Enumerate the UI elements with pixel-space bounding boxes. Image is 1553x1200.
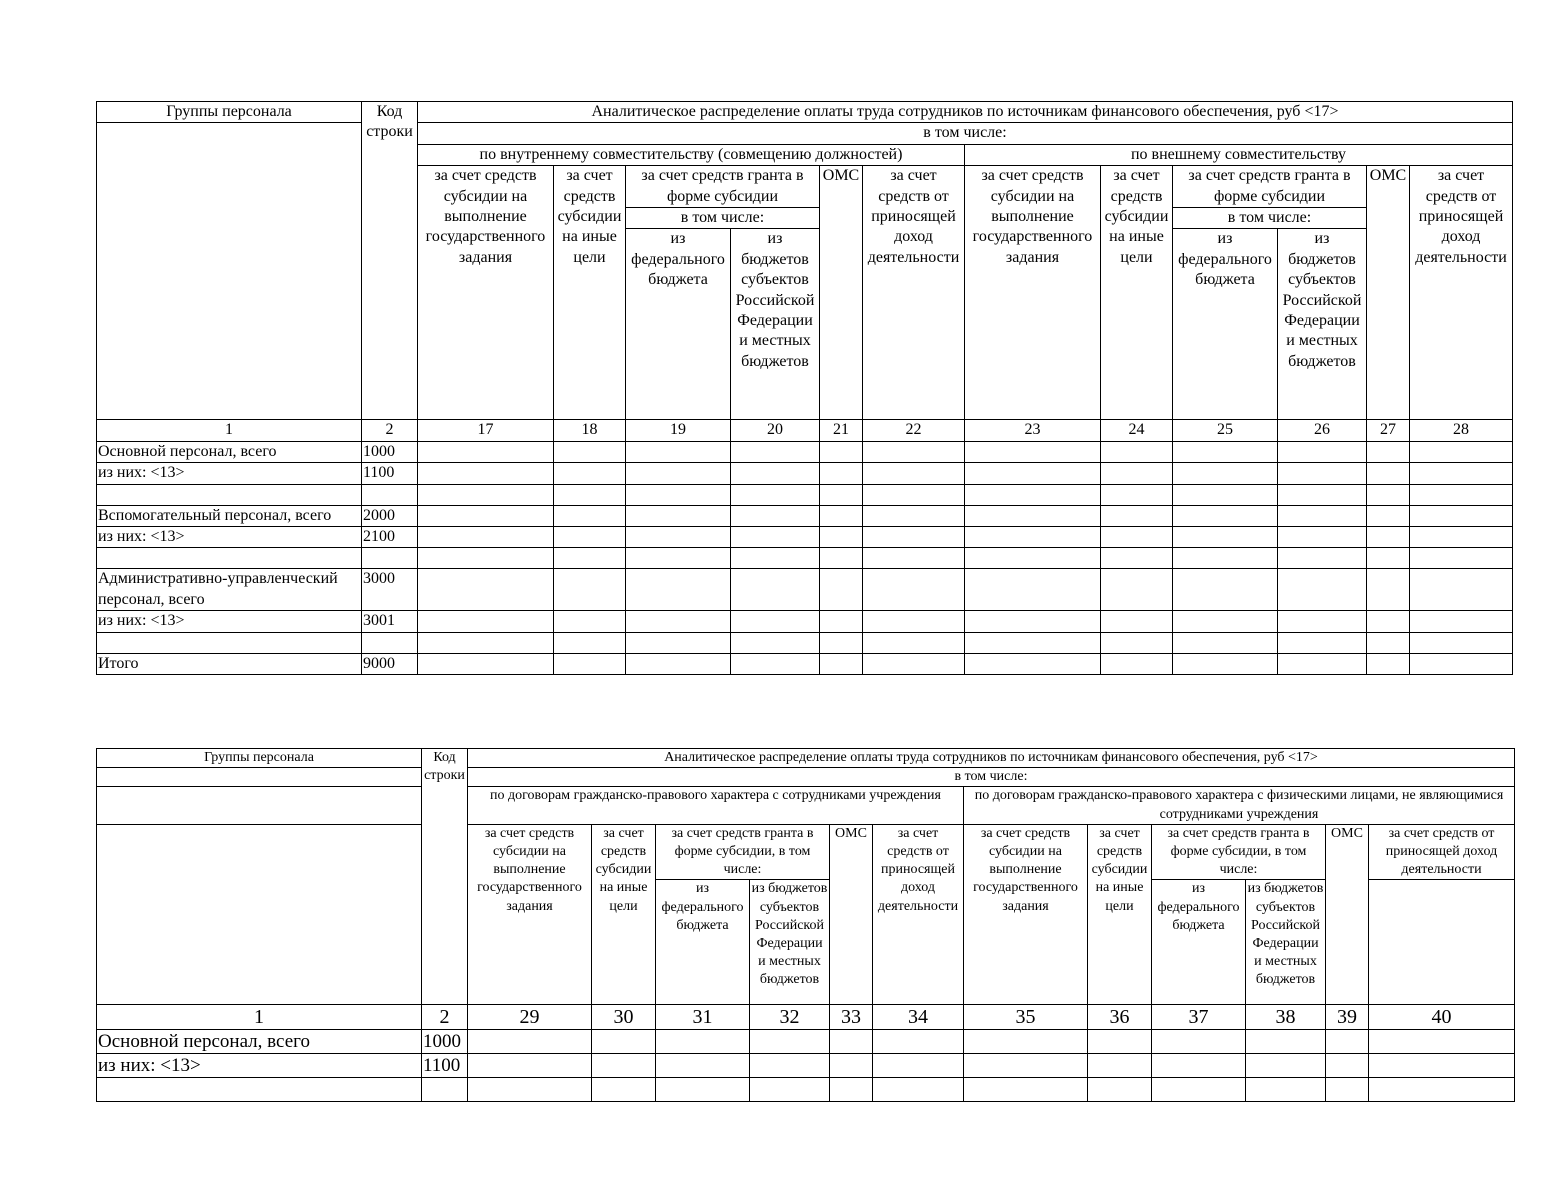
value-cell[interactable] <box>1101 441 1173 462</box>
header-group-b: по договорам гражданско-правового характера с физическими лицами, не являющимися сотрудниками учреждения <box>964 787 1515 824</box>
header-grant: за счет средств гранта в форме субсидии, в том числе: <box>1152 824 1326 880</box>
value-cell[interactable] <box>1152 1078 1246 1102</box>
col-num: 33 <box>830 1005 873 1030</box>
value-cell[interactable] <box>554 548 626 569</box>
value-cell[interactable] <box>820 505 863 526</box>
table-row <box>97 441 1513 462</box>
value-cell[interactable] <box>554 527 626 548</box>
value-cell[interactable] <box>731 611 820 632</box>
header-group-b: по внешнему совместительству <box>965 144 1513 165</box>
col-num: 23 <box>965 420 1101 441</box>
value-cell[interactable] <box>554 441 626 462</box>
header-grant-incl: в том числе: <box>626 207 819 228</box>
value-cell[interactable] <box>820 527 863 548</box>
value-cell[interactable] <box>418 653 554 674</box>
header-incl: в том числе: <box>418 123 1513 144</box>
table-row <box>97 632 1513 653</box>
header-grant <box>626 166 820 229</box>
value-cell[interactable] <box>750 1054 830 1078</box>
header-subsidy-task: за счет средств субсидии на выполнение государственного задания <box>965 166 1101 420</box>
header-income: за счет средств от приносящей доход деятельности <box>1369 824 1515 880</box>
table-row <box>97 1078 1515 1102</box>
value-cell[interactable] <box>626 632 731 653</box>
row-code <box>362 632 418 653</box>
col-num: 17 <box>418 420 554 441</box>
value-cell[interactable] <box>592 1078 656 1102</box>
header-title: Аналитическое распределение оплаты труда сотрудников по источникам финансового обеспечения, руб <17> <box>468 749 1515 768</box>
col-num: 34 <box>873 1005 964 1030</box>
value-cell[interactable] <box>830 1078 873 1102</box>
row-code: 3001 <box>362 611 418 632</box>
value-cell[interactable] <box>731 527 820 548</box>
header-oms: ОМС <box>1367 166 1410 420</box>
table-row <box>97 463 1513 484</box>
value-cell[interactable] <box>418 505 554 526</box>
header-subsidy-task: за счет средств субсидии на выполнение государственного задания <box>468 824 592 1005</box>
value-cell[interactable] <box>863 527 965 548</box>
value-cell[interactable] <box>965 505 1101 526</box>
value-cell[interactable] <box>830 1030 873 1054</box>
value-cell[interactable] <box>731 484 820 505</box>
value-cell[interactable] <box>863 569 965 611</box>
value-cell[interactable] <box>626 441 731 462</box>
value-cell[interactable] <box>626 527 731 548</box>
value-cell[interactable] <box>1278 441 1367 462</box>
value-cell[interactable] <box>750 1078 830 1102</box>
value-cell[interactable] <box>731 441 820 462</box>
value-cell[interactable] <box>1088 1030 1152 1054</box>
value-cell[interactable] <box>863 484 965 505</box>
row-label: из них: <13> <box>97 1054 422 1078</box>
header-grant: за счет средств гранта в форме субсидии, в том числе: <box>656 824 830 880</box>
value-cell[interactable] <box>873 1030 964 1054</box>
header-reg: из бюджетов субъектов Российской Федерации и местных бюджетов <box>750 880 830 1005</box>
value-cell[interactable] <box>731 463 820 484</box>
row-label: Вспомогательный персонал, всего <box>97 505 362 526</box>
header-group-a: по договорам гражданско-правового характера с сотрудниками учреждения <box>468 787 964 824</box>
header-code: Код строки <box>422 749 468 1005</box>
value-cell[interactable] <box>418 569 554 611</box>
value-cell[interactable] <box>965 653 1101 674</box>
value-cell[interactable] <box>1278 527 1367 548</box>
table-row <box>97 1054 1515 1078</box>
row-label: Основной персонал, всего <box>97 441 362 462</box>
row-label: Основной персонал, всего <box>97 1030 422 1054</box>
row-label <box>97 484 362 505</box>
col-num: 31 <box>656 1005 750 1030</box>
header-incl: в том числе: <box>468 768 1515 787</box>
header-fed: из федерального бюджета <box>656 880 750 1005</box>
table-row <box>97 653 1513 674</box>
value-cell[interactable] <box>1367 484 1410 505</box>
header-income: за счет средств от приносящей доход деятельности <box>1410 166 1513 420</box>
table-row <box>97 484 1513 505</box>
value-cell[interactable] <box>873 1078 964 1102</box>
value-cell[interactable] <box>820 441 863 462</box>
value-cell[interactable] <box>731 569 820 611</box>
col-num: 22 <box>863 420 965 441</box>
col-num: 21 <box>820 420 863 441</box>
header-code: Код строки <box>362 102 418 420</box>
value-cell[interactable] <box>418 527 554 548</box>
value-cell[interactable] <box>626 611 731 632</box>
col-num: 1 <box>97 420 362 441</box>
col-num: 37 <box>1152 1005 1246 1030</box>
header-income: за счет средств от приносящей доход деятельности <box>873 824 964 1005</box>
value-cell[interactable] <box>863 463 965 484</box>
header-fed: из федерального бюджета <box>626 229 731 420</box>
value-cell[interactable] <box>1173 484 1278 505</box>
row-label: Итого <box>97 653 362 674</box>
row-label: из них: <13> <box>97 463 362 484</box>
header-group-a: по внутреннему совместительству (совмещению должностей) <box>418 144 965 165</box>
col-num: 25 <box>1173 420 1278 441</box>
header-reg: из бюджетов субъектов Российской Федерации и местных бюджетов <box>1246 880 1326 1005</box>
value-cell[interactable] <box>554 653 626 674</box>
value-cell[interactable] <box>1367 505 1410 526</box>
value-cell[interactable] <box>1410 569 1513 611</box>
value-cell[interactable] <box>863 548 965 569</box>
value-cell[interactable] <box>1101 548 1173 569</box>
header-income: за счет средств от приносящей доход деятельности <box>863 166 965 420</box>
header-oms: ОМС <box>820 166 863 420</box>
value-cell[interactable] <box>820 653 863 674</box>
value-cell[interactable] <box>820 569 863 611</box>
col-num: 24 <box>1101 420 1173 441</box>
value-cell[interactable] <box>965 611 1101 632</box>
header-group: Группы персонала <box>97 749 422 768</box>
value-cell[interactable] <box>1278 632 1367 653</box>
value-cell[interactable] <box>820 632 863 653</box>
value-cell[interactable] <box>964 1030 1088 1054</box>
value-cell[interactable] <box>873 1054 964 1078</box>
value-cell[interactable] <box>418 441 554 462</box>
header-group-blank <box>97 824 422 1005</box>
value-cell[interactable] <box>863 632 965 653</box>
col-num: 39 <box>1326 1005 1369 1030</box>
row-code: 1100 <box>422 1054 468 1078</box>
header-fed: из федерального бюджета <box>1173 229 1278 420</box>
header-grant-label: за счет средств гранта в форме субсидии <box>1188 167 1351 205</box>
value-cell[interactable] <box>1410 441 1513 462</box>
value-cell[interactable] <box>1278 569 1367 611</box>
value-cell[interactable] <box>626 463 731 484</box>
value-cell[interactable] <box>820 484 863 505</box>
value-cell[interactable] <box>592 1030 656 1054</box>
payroll-table-2 <box>96 748 1515 1102</box>
value-cell[interactable] <box>1152 1054 1246 1078</box>
header-fed: из федерального бюджета <box>1152 880 1246 1005</box>
header-grant-incl: в том числе: <box>1173 207 1366 228</box>
value-cell[interactable] <box>1369 1054 1515 1078</box>
value-cell[interactable] <box>626 569 731 611</box>
col-num: 26 <box>1278 420 1367 441</box>
value-cell[interactable] <box>554 484 626 505</box>
value-cell[interactable] <box>418 484 554 505</box>
value-cell[interactable] <box>1410 463 1513 484</box>
value-cell[interactable] <box>626 653 731 674</box>
value-cell[interactable] <box>1410 548 1513 569</box>
value-cell[interactable] <box>1173 463 1278 484</box>
value-cell[interactable] <box>1369 1078 1515 1102</box>
value-cell[interactable] <box>1246 1054 1326 1078</box>
value-cell[interactable] <box>626 548 731 569</box>
header-reg: из бюджетов субъектов Российской Федерации и местных бюджетов <box>1278 229 1367 420</box>
value-cell[interactable] <box>554 611 626 632</box>
value-cell[interactable] <box>863 611 965 632</box>
value-cell[interactable] <box>1278 653 1367 674</box>
value-cell[interactable] <box>965 484 1101 505</box>
value-cell[interactable] <box>965 463 1101 484</box>
value-cell[interactable] <box>1088 1078 1152 1102</box>
value-cell[interactable] <box>1101 632 1173 653</box>
value-cell[interactable] <box>418 611 554 632</box>
col-num: 28 <box>1410 420 1513 441</box>
row-label <box>97 632 362 653</box>
value-cell[interactable] <box>1173 632 1278 653</box>
row-label <box>97 1078 422 1102</box>
value-cell[interactable] <box>626 505 731 526</box>
value-cell[interactable] <box>626 484 731 505</box>
value-cell[interactable] <box>731 653 820 674</box>
col-num: 2 <box>362 420 418 441</box>
value-cell[interactable] <box>554 569 626 611</box>
value-cell[interactable] <box>964 1054 1088 1078</box>
value-cell[interactable] <box>418 463 554 484</box>
row-label: Административно-управленческий персонал, всего <box>97 569 362 611</box>
value-cell[interactable] <box>1278 611 1367 632</box>
row-label: из них: <13> <box>97 527 362 548</box>
col-num: 19 <box>626 420 731 441</box>
value-cell[interactable] <box>1101 653 1173 674</box>
value-cell[interactable] <box>468 1054 592 1078</box>
value-cell[interactable] <box>1101 463 1173 484</box>
value-cell[interactable] <box>1246 1078 1326 1102</box>
value-cell[interactable] <box>418 548 554 569</box>
value-cell[interactable] <box>1367 611 1410 632</box>
value-cell[interactable] <box>1173 505 1278 526</box>
value-cell[interactable] <box>468 1078 592 1102</box>
value-cell[interactable] <box>1101 505 1173 526</box>
header-subsidy-other: за счет средств субсидии на иные цели <box>592 824 656 1005</box>
value-cell[interactable] <box>965 569 1101 611</box>
value-cell[interactable] <box>656 1030 750 1054</box>
header-grant-label: за счет средств гранта в форме субсидии <box>641 167 804 205</box>
column-numbers-row <box>97 420 1513 441</box>
col-num: 35 <box>964 1005 1088 1030</box>
value-cell[interactable] <box>1326 1078 1369 1102</box>
value-cell[interactable] <box>1367 653 1410 674</box>
value-cell[interactable] <box>1410 632 1513 653</box>
col-num: 32 <box>750 1005 830 1030</box>
value-cell[interactable] <box>1278 463 1367 484</box>
value-cell[interactable] <box>965 548 1101 569</box>
value-cell[interactable] <box>1367 527 1410 548</box>
col-num: 38 <box>1246 1005 1326 1030</box>
header-group-blank <box>97 768 422 787</box>
value-cell[interactable] <box>1410 527 1513 548</box>
value-cell[interactable] <box>1278 505 1367 526</box>
value-cell[interactable] <box>1367 441 1410 462</box>
row-code: 3000 <box>362 569 418 611</box>
header-group: Группы персонала <box>97 102 362 123</box>
row-code: 2100 <box>362 527 418 548</box>
value-cell[interactable] <box>1326 1030 1369 1054</box>
row-code <box>362 484 418 505</box>
row-label <box>97 548 362 569</box>
header-group-blank <box>97 123 362 420</box>
value-cell[interactable] <box>820 548 863 569</box>
header-group-blank <box>97 787 422 824</box>
header-grant <box>1173 166 1367 229</box>
value-cell[interactable] <box>1369 1030 1515 1054</box>
table-row <box>97 548 1513 569</box>
row-code <box>422 1078 468 1102</box>
value-cell[interactable] <box>1173 569 1278 611</box>
row-code: 9000 <box>362 653 418 674</box>
value-cell[interactable] <box>656 1078 750 1102</box>
value-cell[interactable] <box>820 611 863 632</box>
header-subsidy-task: за счет средств субсидии на выполнение государственного задания <box>964 824 1088 1005</box>
col-num: 30 <box>592 1005 656 1030</box>
value-cell[interactable] <box>830 1054 873 1078</box>
header-income-blank <box>1369 880 1515 1005</box>
value-cell[interactable] <box>1173 441 1278 462</box>
value-cell[interactable] <box>1326 1054 1369 1078</box>
col-num: 20 <box>731 420 820 441</box>
value-cell[interactable] <box>418 632 554 653</box>
value-cell[interactable] <box>731 548 820 569</box>
value-cell[interactable] <box>1410 653 1513 674</box>
payroll-table-1 <box>96 101 1513 675</box>
value-cell[interactable] <box>750 1030 830 1054</box>
value-cell[interactable] <box>1101 527 1173 548</box>
value-cell[interactable] <box>468 1030 592 1054</box>
table-row <box>97 505 1513 526</box>
col-num: 18 <box>554 420 626 441</box>
header-subsidy-task: за счет средств субсидии на выполнение государственного задания <box>418 166 554 420</box>
value-cell[interactable] <box>1278 548 1367 569</box>
row-code: 1000 <box>362 441 418 462</box>
col-num: 29 <box>468 1005 592 1030</box>
value-cell[interactable] <box>965 527 1101 548</box>
value-cell[interactable] <box>1410 505 1513 526</box>
value-cell[interactable] <box>592 1054 656 1078</box>
value-cell[interactable] <box>1410 611 1513 632</box>
value-cell[interactable] <box>554 505 626 526</box>
value-cell[interactable] <box>1367 632 1410 653</box>
value-cell[interactable] <box>1367 463 1410 484</box>
value-cell[interactable] <box>1367 569 1410 611</box>
col-num: 2 <box>422 1005 468 1030</box>
value-cell[interactable] <box>965 632 1101 653</box>
header-reg: из бюджетов субъектов Российской Федерации и местных бюджетов <box>731 229 820 420</box>
value-cell[interactable] <box>731 632 820 653</box>
value-cell[interactable] <box>820 463 863 484</box>
value-cell[interactable] <box>1246 1030 1326 1054</box>
value-cell[interactable] <box>554 632 626 653</box>
row-label: из них: <13> <box>97 611 362 632</box>
value-cell[interactable] <box>863 653 965 674</box>
value-cell[interactable] <box>731 505 820 526</box>
table-row <box>97 1030 1515 1054</box>
value-cell[interactable] <box>1173 653 1278 674</box>
value-cell[interactable] <box>1101 569 1173 611</box>
value-cell[interactable] <box>554 463 626 484</box>
row-code: 1100 <box>362 463 418 484</box>
value-cell[interactable] <box>1278 484 1367 505</box>
row-code: 2000 <box>362 505 418 526</box>
value-cell[interactable] <box>1101 484 1173 505</box>
value-cell[interactable] <box>1410 484 1513 505</box>
table-row <box>97 569 1513 611</box>
value-cell[interactable] <box>1101 611 1173 632</box>
row-code <box>362 548 418 569</box>
col-num: 36 <box>1088 1005 1152 1030</box>
value-cell[interactable] <box>863 441 965 462</box>
value-cell[interactable] <box>965 441 1101 462</box>
value-cell[interactable] <box>964 1078 1088 1102</box>
header-subsidy-other: за счет средств субсидии на иные цели <box>1101 166 1173 420</box>
header-oms: ОМС <box>1326 824 1369 1005</box>
value-cell[interactable] <box>1173 611 1278 632</box>
value-cell[interactable] <box>1088 1054 1152 1078</box>
col-num: 27 <box>1367 420 1410 441</box>
table-row <box>97 611 1513 632</box>
value-cell[interactable] <box>1173 548 1278 569</box>
col-num: 40 <box>1369 1005 1515 1030</box>
row-code: 1000 <box>422 1030 468 1054</box>
value-cell[interactable] <box>1173 527 1278 548</box>
header-subsidy-other: за счет средств субсидии на иные цели <box>554 166 626 420</box>
value-cell[interactable] <box>1367 548 1410 569</box>
header-oms: ОМС <box>830 824 873 1005</box>
value-cell[interactable] <box>656 1054 750 1078</box>
table-row <box>97 527 1513 548</box>
header-subsidy-other: за счет средств субсидии на иные цели <box>1088 824 1152 1005</box>
value-cell[interactable] <box>1152 1030 1246 1054</box>
column-numbers-row <box>97 1005 1515 1030</box>
col-num: 1 <box>97 1005 422 1030</box>
header-title: Аналитическое распределение оплаты труда сотрудников по источникам финансового обеспечения, руб <17> <box>418 102 1513 123</box>
value-cell[interactable] <box>863 505 965 526</box>
